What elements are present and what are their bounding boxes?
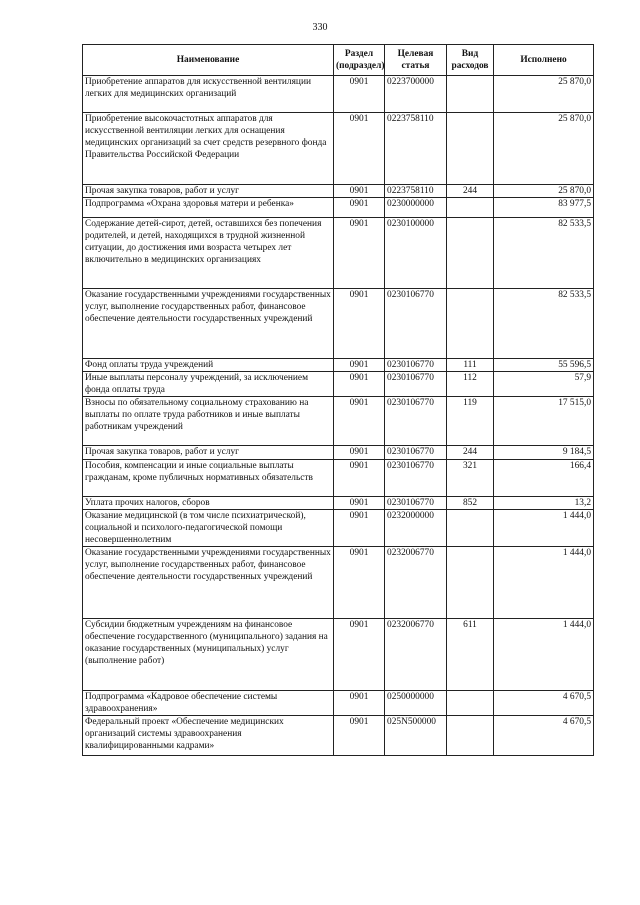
- cell-kind: 244: [447, 185, 494, 198]
- cell-section: 0901: [334, 185, 385, 198]
- cell-target: 0230106770: [385, 446, 447, 460]
- table-row: [83, 198, 594, 218]
- table-row: [83, 510, 594, 547]
- table-row: [83, 359, 594, 372]
- cell-name: Приобретение высокочастотных аппаратов для искусственной вентиляции легких для оснащения медицинских организаций за счет средств резервного фонда Правительства Российской Федерации: [83, 113, 334, 185]
- table-row: [83, 397, 594, 446]
- cell-section: 0901: [334, 397, 385, 446]
- cell-kind: 119: [447, 397, 494, 446]
- table-body: [83, 76, 594, 756]
- cell-kind: [447, 510, 494, 547]
- cell-section: 0901: [334, 289, 385, 359]
- cell-section: 0901: [334, 716, 385, 756]
- cell-kind: [447, 76, 494, 113]
- cell-section: 0901: [334, 497, 385, 510]
- cell-target: 0230106770: [385, 397, 447, 446]
- cell-name: Фонд оплаты труда учреждений: [83, 359, 334, 372]
- cell-name: Уплата прочих налогов, сборов: [83, 497, 334, 510]
- header-kind: Вид расходов: [447, 45, 494, 76]
- cell-target: 025N500000: [385, 716, 447, 756]
- cell-executed: 25 870,0: [494, 185, 594, 198]
- cell-kind: [447, 691, 494, 716]
- cell-name: Взносы по обязательному социальному страхованию на выплаты по оплате труда работников и иные выплаты работникам учреждений: [83, 397, 334, 446]
- header-section: Раздел (подраздел): [334, 45, 385, 76]
- cell-name: Приобретение аппаратов для искусственной вентиляции легких для медицинских организаций: [83, 76, 334, 113]
- cell-executed: 25 870,0: [494, 76, 594, 113]
- table-row: [83, 185, 594, 198]
- cell-executed: 13,2: [494, 497, 594, 510]
- cell-section: 0901: [334, 359, 385, 372]
- cell-target: 0230106770: [385, 372, 447, 397]
- cell-target: 0223700000: [385, 76, 447, 113]
- table-row: [83, 218, 594, 289]
- cell-section: 0901: [334, 619, 385, 691]
- cell-section: 0901: [334, 691, 385, 716]
- cell-executed: 1 444,0: [494, 510, 594, 547]
- budget-table: [82, 44, 594, 756]
- table-row: [83, 372, 594, 397]
- cell-kind: 321: [447, 460, 494, 497]
- header-name: Наименование: [83, 45, 334, 76]
- cell-target: 0230000000: [385, 198, 447, 218]
- cell-executed: 166,4: [494, 460, 594, 497]
- cell-target: 0230106770: [385, 289, 447, 359]
- cell-section: 0901: [334, 446, 385, 460]
- cell-section: 0901: [334, 218, 385, 289]
- header-target: Целевая статья: [385, 45, 447, 76]
- cell-kind: [447, 113, 494, 185]
- cell-target: 0230106770: [385, 359, 447, 372]
- cell-kind: 611: [447, 619, 494, 691]
- table-header-row: [83, 45, 594, 76]
- cell-kind: [447, 218, 494, 289]
- cell-section: 0901: [334, 198, 385, 218]
- cell-section: 0901: [334, 547, 385, 619]
- cell-executed: 17 515,0: [494, 397, 594, 446]
- cell-kind: 111: [447, 359, 494, 372]
- table-row: [83, 716, 594, 756]
- cell-executed: 4 670,5: [494, 691, 594, 716]
- cell-kind: [447, 289, 494, 359]
- cell-kind: [447, 547, 494, 619]
- table-row: [83, 460, 594, 497]
- cell-executed: 57,9: [494, 372, 594, 397]
- cell-executed: 82 533,5: [494, 289, 594, 359]
- table-row: [83, 446, 594, 460]
- cell-target: 0232000000: [385, 510, 447, 547]
- cell-executed: 1 444,0: [494, 547, 594, 619]
- cell-target: 0230100000: [385, 218, 447, 289]
- cell-kind: [447, 198, 494, 218]
- header-executed: Исполнено: [494, 45, 594, 76]
- cell-section: 0901: [334, 113, 385, 185]
- cell-target: 0230106770: [385, 460, 447, 497]
- cell-executed: 83 977,5: [494, 198, 594, 218]
- cell-name: Субсидии бюджетным учреждениям на финансовое обеспечение государственного (муниципального) задания на оказание государственных (муниципальных) услуг (выполнение работ): [83, 619, 334, 691]
- cell-name: Пособия, компенсации и иные социальные выплаты гражданам, кроме публичных нормативных обязательств: [83, 460, 334, 497]
- page-number: 330: [312, 22, 328, 33]
- cell-executed: 25 870,0: [494, 113, 594, 185]
- cell-executed: 82 533,5: [494, 218, 594, 289]
- cell-section: 0901: [334, 76, 385, 113]
- cell-target: 0250000000: [385, 691, 447, 716]
- table-row: [83, 547, 594, 619]
- table-row: [83, 691, 594, 716]
- cell-name: Прочая закупка товаров, работ и услуг: [83, 446, 334, 460]
- cell-executed: 9 184,5: [494, 446, 594, 460]
- cell-kind: 244: [447, 446, 494, 460]
- table-row: [83, 289, 594, 359]
- cell-target: 0223758110: [385, 113, 447, 185]
- cell-executed: 4 670,5: [494, 716, 594, 756]
- cell-executed: 55 596,5: [494, 359, 594, 372]
- cell-target: 0232006770: [385, 547, 447, 619]
- cell-name: Иные выплаты персоналу учреждений, за исключением фонда оплаты труда: [83, 372, 334, 397]
- cell-name: Прочая закупка товаров, работ и услуг: [83, 185, 334, 198]
- cell-name: Подпрограмма «Кадровое обеспечение системы здравоохранения»: [83, 691, 334, 716]
- cell-kind: 112: [447, 372, 494, 397]
- cell-target: 0230106770: [385, 497, 447, 510]
- cell-name: Федеральный проект «Обеспечение медицинских организаций системы здравоохранения квалифицированными кадрами»: [83, 716, 334, 756]
- cell-name: Оказание медицинской (в том числе психиатрической), социальной и психолого-педагогической помощи несовершеннолетним: [83, 510, 334, 547]
- table-row: [83, 497, 594, 510]
- cell-executed: 1 444,0: [494, 619, 594, 691]
- cell-section: 0901: [334, 460, 385, 497]
- cell-name: Оказание государственными учреждениями государственных услуг, выполнение государственных работ, финансовое обеспечение деятельности государственных учреждений: [83, 547, 334, 619]
- cell-name: Содержание детей-сирот, детей, оставшихся без попечения родителей, и детей, находящихся в трудной жизненной ситуации, до достижения ими возраста четырех лет включительно в медицинских организациях: [83, 218, 334, 289]
- table-row: [83, 113, 594, 185]
- table-row: [83, 619, 594, 691]
- cell-name: Оказание государственными учреждениями государственных услуг, выполнение государственных работ, финансовое обеспечение деятельности государственных учреждений: [83, 289, 334, 359]
- table-row: [83, 76, 594, 113]
- cell-section: 0901: [334, 372, 385, 397]
- cell-target: 0223758110: [385, 185, 447, 198]
- cell-target: 0232006770: [385, 619, 447, 691]
- cell-kind: [447, 716, 494, 756]
- cell-kind: 852: [447, 497, 494, 510]
- cell-section: 0901: [334, 510, 385, 547]
- cell-name: Подпрограмма «Охрана здоровья матери и ребенка»: [83, 198, 334, 218]
